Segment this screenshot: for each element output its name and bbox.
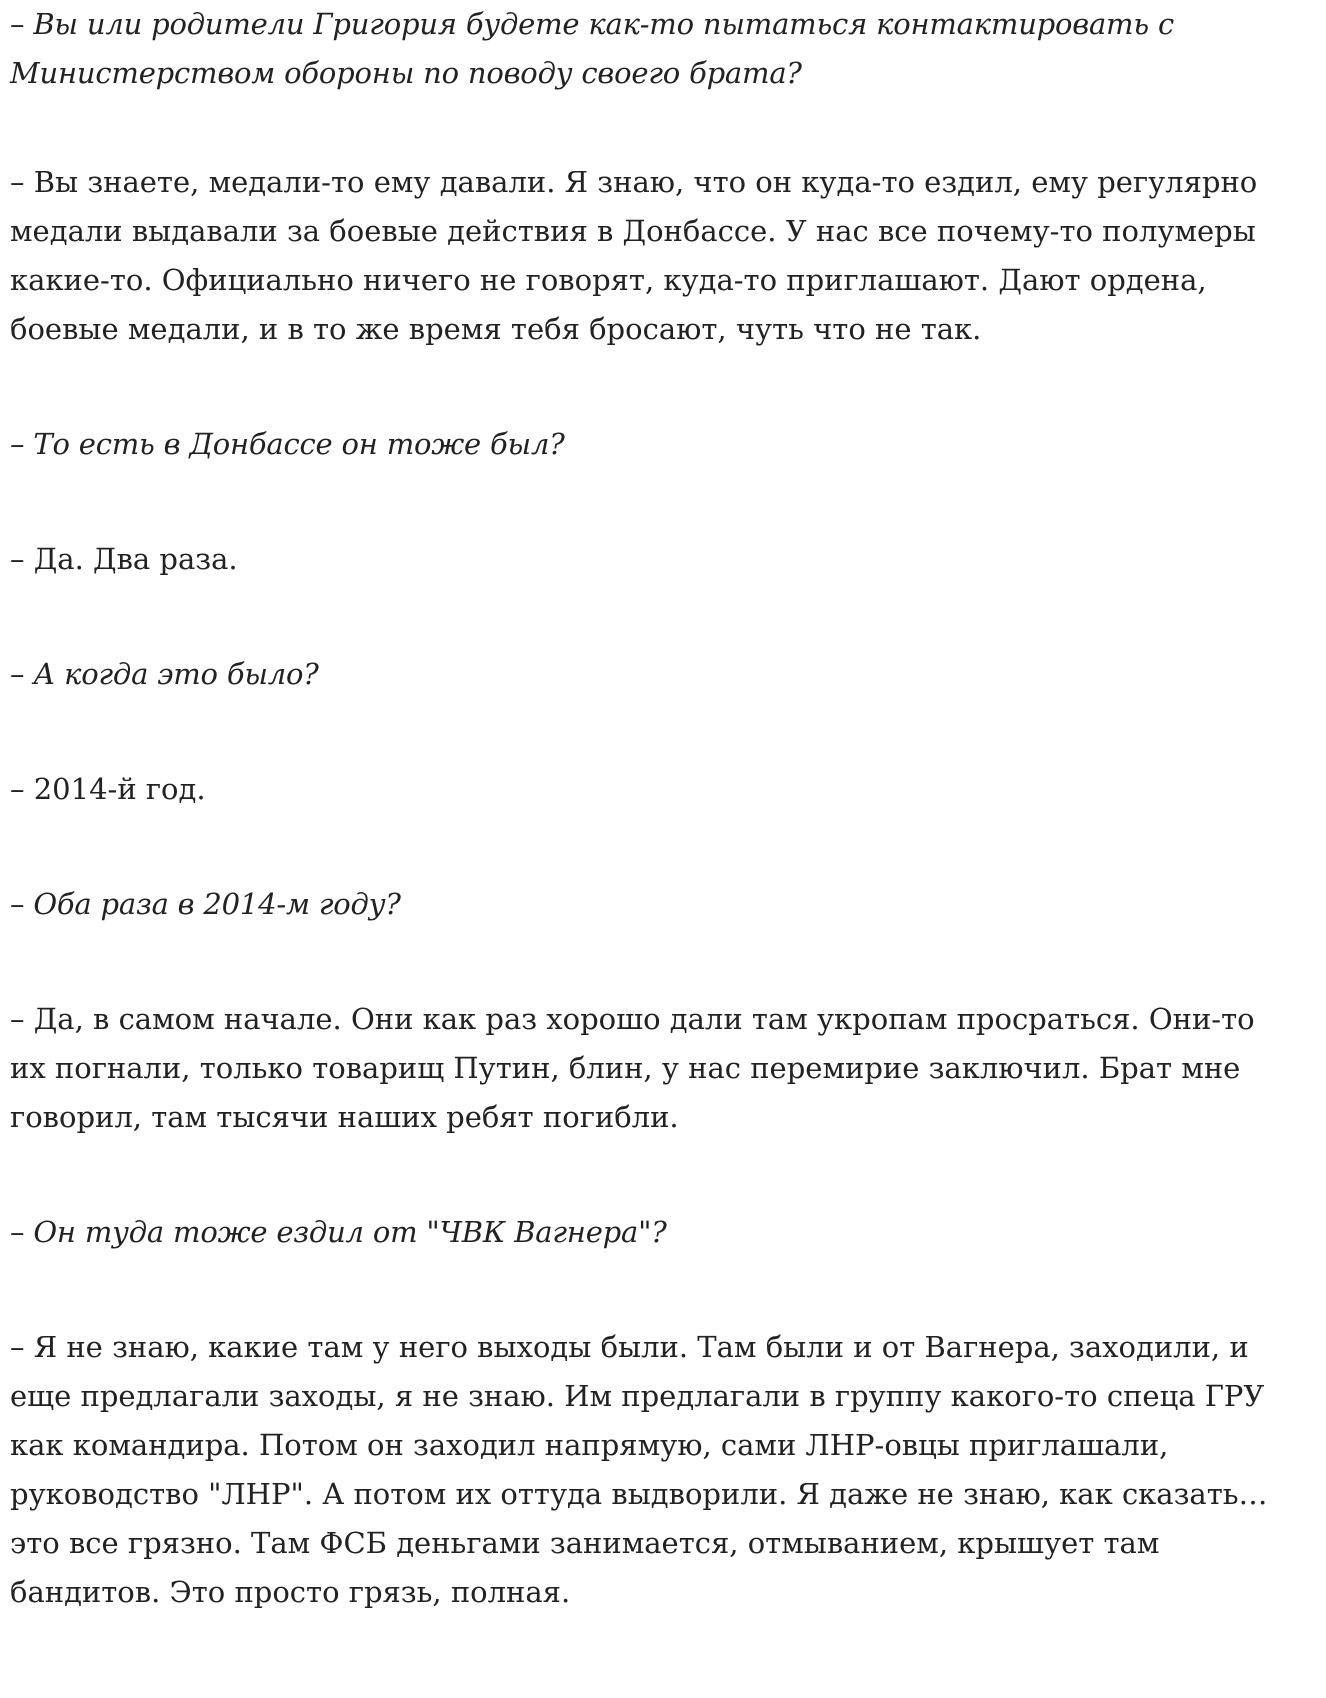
- interview-answer: [10, 158, 1310, 354]
- text-line: – Вы знаете, медали-то ему давали. Я знаю, что он куда-то ездил, ему регулярно: [10, 165, 1258, 199]
- text-line: бандитов. Это просто грязь, полная.: [10, 1575, 571, 1609]
- text-line: боевые медали, и в то же время тебя бросают, чуть что не так.: [10, 312, 982, 346]
- text-line: говорил, там тысячи наших ребят погибли.: [10, 1100, 679, 1134]
- text-line: – Да. Два раза.: [10, 542, 238, 576]
- interview-answer: [10, 535, 1310, 584]
- interview-question: [10, 650, 1310, 699]
- interview-question: [10, 0, 1310, 98]
- text-line: – Я не знаю, какие там у него выходы были. Там были и от Вагнера, заходили, и: [10, 1330, 1249, 1364]
- text-line: медали выдавали за боевые действия в Донбассе. У нас все почему-то полумеры: [10, 214, 1256, 248]
- text-line: это все грязно. Там ФСБ деньгами занимается, отмыванием, крышует там: [10, 1526, 1160, 1560]
- interview-answer: [10, 765, 1310, 814]
- interview-answer: [10, 995, 1310, 1142]
- text-line: – Да, в самом начале. Они как раз хорошо дали там укропам просраться. Они-то: [10, 1002, 1255, 1036]
- text-line: их погнали, только товарищ Путин, блин, у нас перемирие заключил. Брат мне: [10, 1051, 1241, 1085]
- interview-question: [10, 1208, 1310, 1257]
- text-line: – 2014-й год.: [10, 772, 206, 806]
- text-line: как командира. Потом он заходил напрямую, сами ЛНР-овцы приглашали,: [10, 1428, 1169, 1462]
- interview-question: [10, 420, 1310, 469]
- interview-answer: [10, 1323, 1310, 1617]
- text-line: – Оба раза в 2014-м году?: [10, 887, 401, 921]
- text-line: еще предлагали заходы, я не знаю. Им предлагали в группу какого-то спеца ГРУ: [10, 1379, 1265, 1413]
- text-line: какие-то. Официально ничего не говорят, куда-то приглашают. Дают ордена,: [10, 263, 1207, 297]
- text-line: – То есть в Донбассе он тоже был?: [10, 427, 565, 461]
- text-line: Министерством обороны по поводу своего брата?: [10, 56, 802, 90]
- text-line: руководство "ЛНР". А потом их оттуда выдворили. Я даже не знаю, как сказать…: [10, 1477, 1268, 1511]
- text-line: – А когда это было?: [10, 657, 319, 691]
- interview-question: [10, 880, 1310, 929]
- text-line: – Вы или родители Григория будете как-то пытаться контактировать с: [10, 7, 1175, 41]
- text-line: – Он туда тоже ездил от "ЧВК Вагнера"?: [10, 1215, 667, 1249]
- article-body: [10, 0, 1310, 1617]
